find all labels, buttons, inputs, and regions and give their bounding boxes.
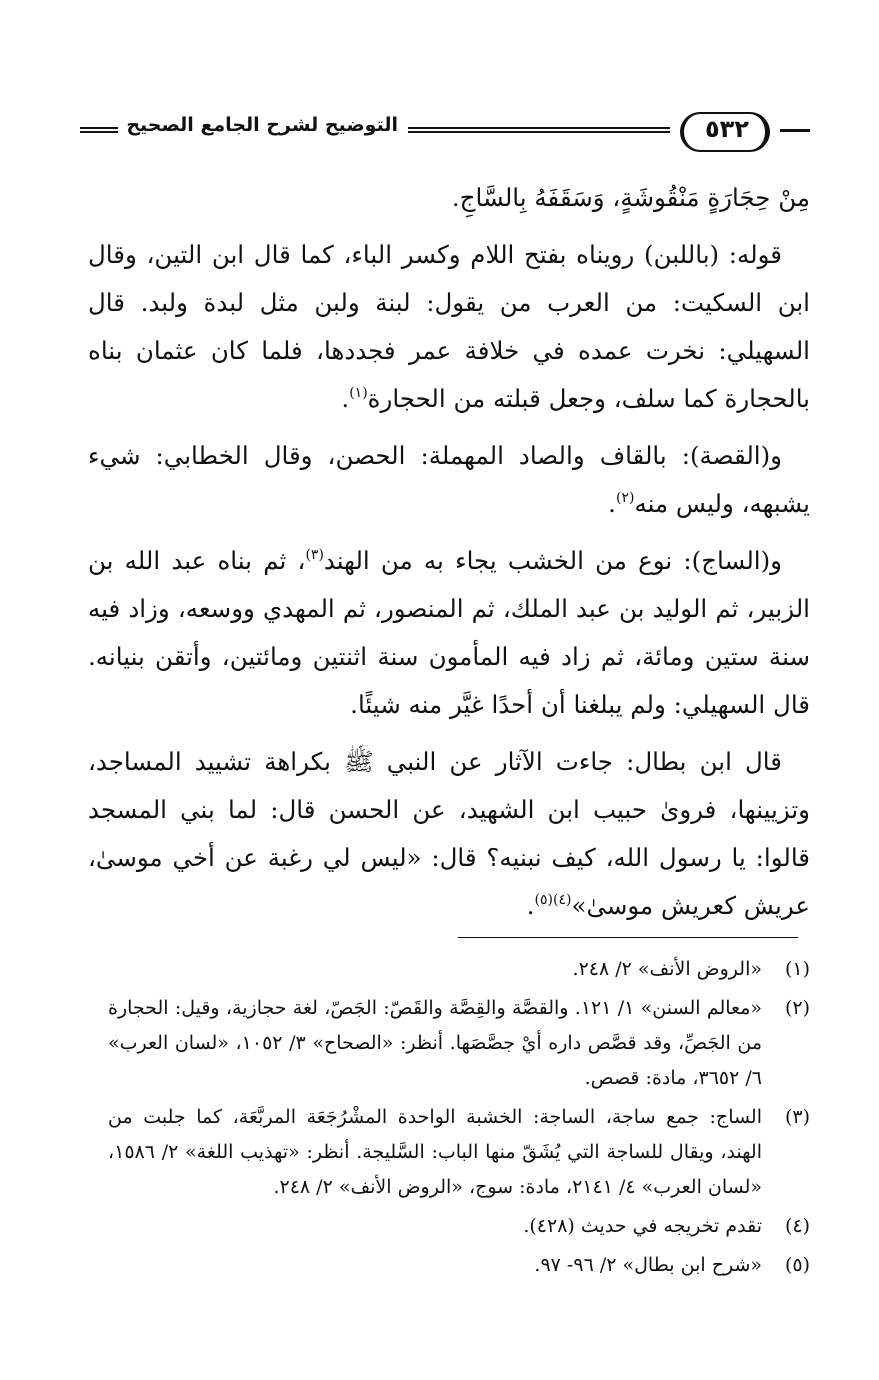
footnote-ref-1[interactable]: (١) — [349, 385, 368, 401]
footnote-number: (٣) — [784, 1106, 810, 1128]
footnote-item — [108, 1248, 810, 1283]
footnote-text: الساج: جمع ساجة، الساجة: الخشبة الواحدة المشْرُجَعَة المربَّعَة، كما جلبت من الهند، ويقال للساجة التي يُشَقّ منها الباب: السَّليجة. أنظر: «تهذيب اللغة» ٢/ ١٥٨٦، «لسان العرب» ٤/ ٢١٤١، مادة: سوج، «الروض الأنف» ٢/ ٢٤٨. — [108, 1106, 762, 1198]
footnote-item — [108, 1209, 810, 1244]
header-rule-middle — [408, 127, 670, 133]
footnote-text: تقدم تخريجه في حديث (٤٢٨). — [523, 1215, 762, 1237]
footnote-text: «معالم السنن» ١/ ١٢١. والقصَّة والقِصَّة والقَصّ: الجَصّ، لغة حجازية، وقيل: الحجارة من الجَصِّ، وقد قصَّص داره أيْ جصَّصَها. أنظر: «الصحاح» ٣/ ١٠٥٢، «لسان العرب» ٦/ ٣٦٥٢، مادة: قصص. — [108, 997, 763, 1089]
footnote-ref-3[interactable]: (٣) — [305, 547, 324, 563]
page-number: ٥٣٢ — [705, 115, 749, 143]
paragraph-3: و(الساج): نوع من الخشب يجاء به من الهند$^{(٣)}$، ثم بناه عبد الله بن الزبير، ثم الوليد بن عبد الملك، ثم المنصور، ثم المهدي ووسعه، وزاد فيه سنة ستين ومائة، ثم زاد فيه المأمون سنة اثنتين ومائتين، وأتقن بنيانه. قال السهيلي: ولم يبلغنا أن أحدًا غيَّر منه شيئًا. — [88, 546, 810, 719]
footnote-ref-4-5[interactable]: (٤)(٥) — [534, 892, 572, 908]
footnote-number: (١) — [784, 958, 810, 980]
footnotes — [108, 952, 810, 1287]
footnote-number: (٤) — [784, 1215, 810, 1237]
footnote-ref-2[interactable]: (٢) — [615, 490, 635, 506]
footnote-separator — [458, 937, 798, 938]
footnote-number: (٥) — [784, 1254, 810, 1276]
running-header — [80, 112, 810, 156]
paragraph-1: قوله: (باللبن) رويناه بفتح اللام وكسر الباء، كما قال ابن التين، وقال ابن السكيت: من العرب من يقول: لبنة ولبن مثل لبدة ولبد. قال السهيلي: نخرت عمده في خلافة عمر فجددها، فلما كان عثمان بناه بالحجارة كما سلف، وجعل قبلته من الحجارة$^{(١)}$. — [88, 240, 810, 413]
footnote-item — [108, 1100, 810, 1205]
paragraph-2: و(القصة): بالقاف والصاد المهملة: الحصن، وقال الخطابي: شيء يشبهه، وليس منه$^{(٢)}$. — [88, 441, 810, 518]
footnote-text: «الروض الأنف» ٢/ ٢٤٨. — [572, 958, 762, 980]
running-title: التوضيح لشرح الجامع الصحيح — [126, 114, 398, 136]
footnote-item — [108, 991, 810, 1096]
paragraph-4: قال ابن بطال: جاءت الآثار عن النبي ﷺ بكراهة تشييد المساجد، وتزيينها، فروىٰ حبيب ابن الشهيد، عن الحسن قال: لما بني المسجد قالوا: يا رسول الله، كيف نبنيه؟ قال: «ليس لي رغبة عن أخي موسىٰ، عريش كعريش موسىٰ»$^{(٤)(٥)}$. — [88, 747, 810, 920]
footnote-item — [108, 952, 810, 987]
header-rule-right — [780, 129, 810, 132]
footnote-text: «شرح ابن بطال» ٢/ ٩٦- ٩٧. — [534, 1254, 762, 1276]
main-text — [88, 178, 810, 939]
paragraph-continuation: مِنْ حِجَارَةٍ مَنْقُوشَةٍ، وَسَقَفَهُ بِالسَّاجِ. — [451, 183, 810, 212]
header-rule-left — [80, 127, 118, 133]
footnote-number: (٢) — [784, 997, 810, 1019]
